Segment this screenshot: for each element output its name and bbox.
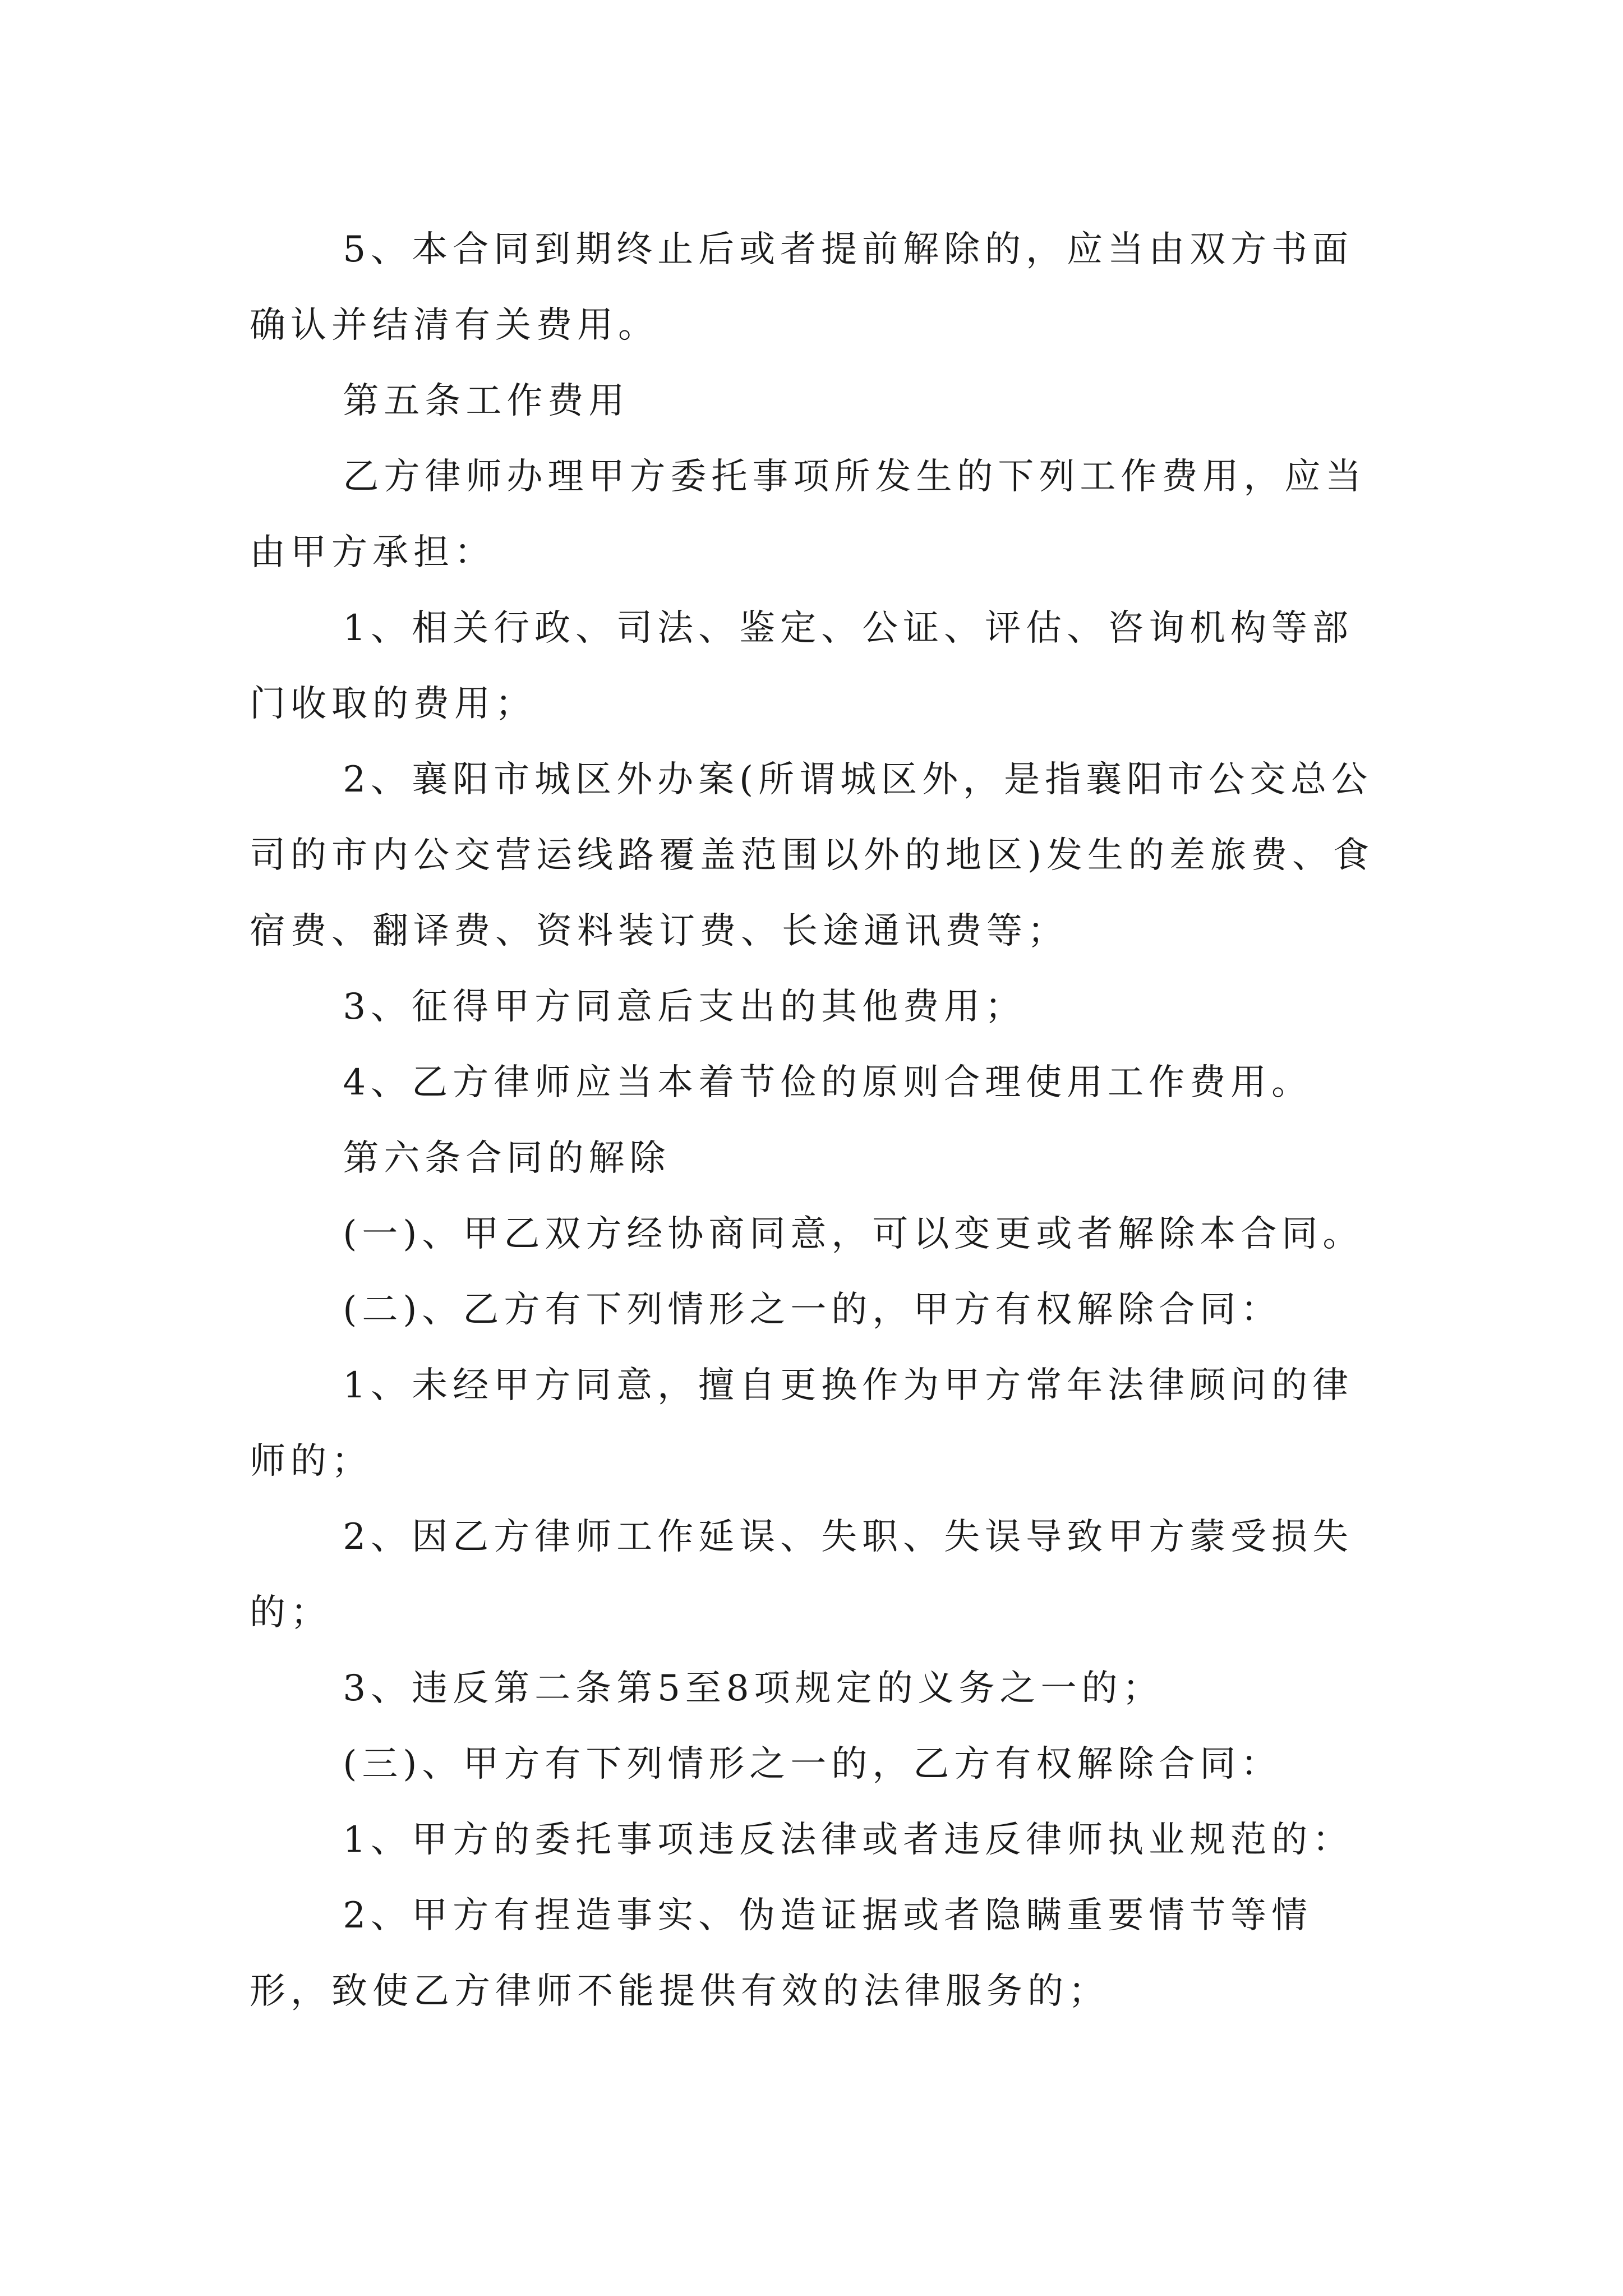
paragraph-termination-2: (二)、乙方有下列情形之一的，甲方有权解除合同： xyxy=(343,1289,1282,1331)
paragraph-termination-2-item-2: 2、因乙方律师工作延误、失职、失误导致甲方蒙受损失的； xyxy=(250,1516,1354,1634)
heading-article-6: 第六条合同的解除 xyxy=(343,1138,671,1179)
paragraph-termination-fees: 5、本合同到期终止后或者提前解除的，应当由双方书面确认并结清有关费用。 xyxy=(250,229,1354,346)
paragraph-termination-2-item-3: 3、违反第二条第5至8项规定的义务之一的； xyxy=(343,1668,1164,1709)
paragraph-termination-3: (三)、甲方有下列情形之一的，乙方有权解除合同： xyxy=(343,1743,1282,1785)
paragraph-work-fees-intro: 乙方律师办理甲方委托事项所发生的下列工作费用，应当由甲方承担： xyxy=(250,456,1367,573)
paragraph-fee-item-1: 1、相关行政、司法、鉴定、公证、评估、咨询机构等部门收取的费用； xyxy=(250,608,1354,725)
heading-article-5: 第五条工作费用 xyxy=(343,380,630,422)
paragraph-termination-3-item-1: 1、甲方的委托事项违反法律或者违反律师执业规范的： xyxy=(343,1819,1354,1861)
paragraph-fee-item-3: 3、征得甲方同意后支出的其他费用； xyxy=(343,986,1026,1028)
document-body xyxy=(250,212,1385,2030)
paragraph-fee-item-4: 4、乙方律师应当本着节俭的原则合理使用工作费用。 xyxy=(343,1062,1313,1103)
paragraph-termination-3-item-2: 2、甲方有捏造事实、伪造证据或者隐瞒重要情节等情形，致使乙方律师不能提供有效的法律服务的； xyxy=(250,1895,1313,2012)
paragraph-termination-1: (一)、甲乙双方经协商同意，可以变更或者解除本合同。 xyxy=(343,1213,1364,1255)
paragraph-fee-item-2: 2、襄阳市城区外办案(所谓城区外，是指襄阳市公交总公司的市内公交营运线路覆盖范围以外的地区)发生的差旅费、食宿费、翻译费、资料装订费、长途通讯费等； xyxy=(250,759,1374,952)
paragraph-termination-2-item-1: 1、未经甲方同意，擅自更换作为甲方常年法律顾问的律师的； xyxy=(250,1365,1354,1482)
